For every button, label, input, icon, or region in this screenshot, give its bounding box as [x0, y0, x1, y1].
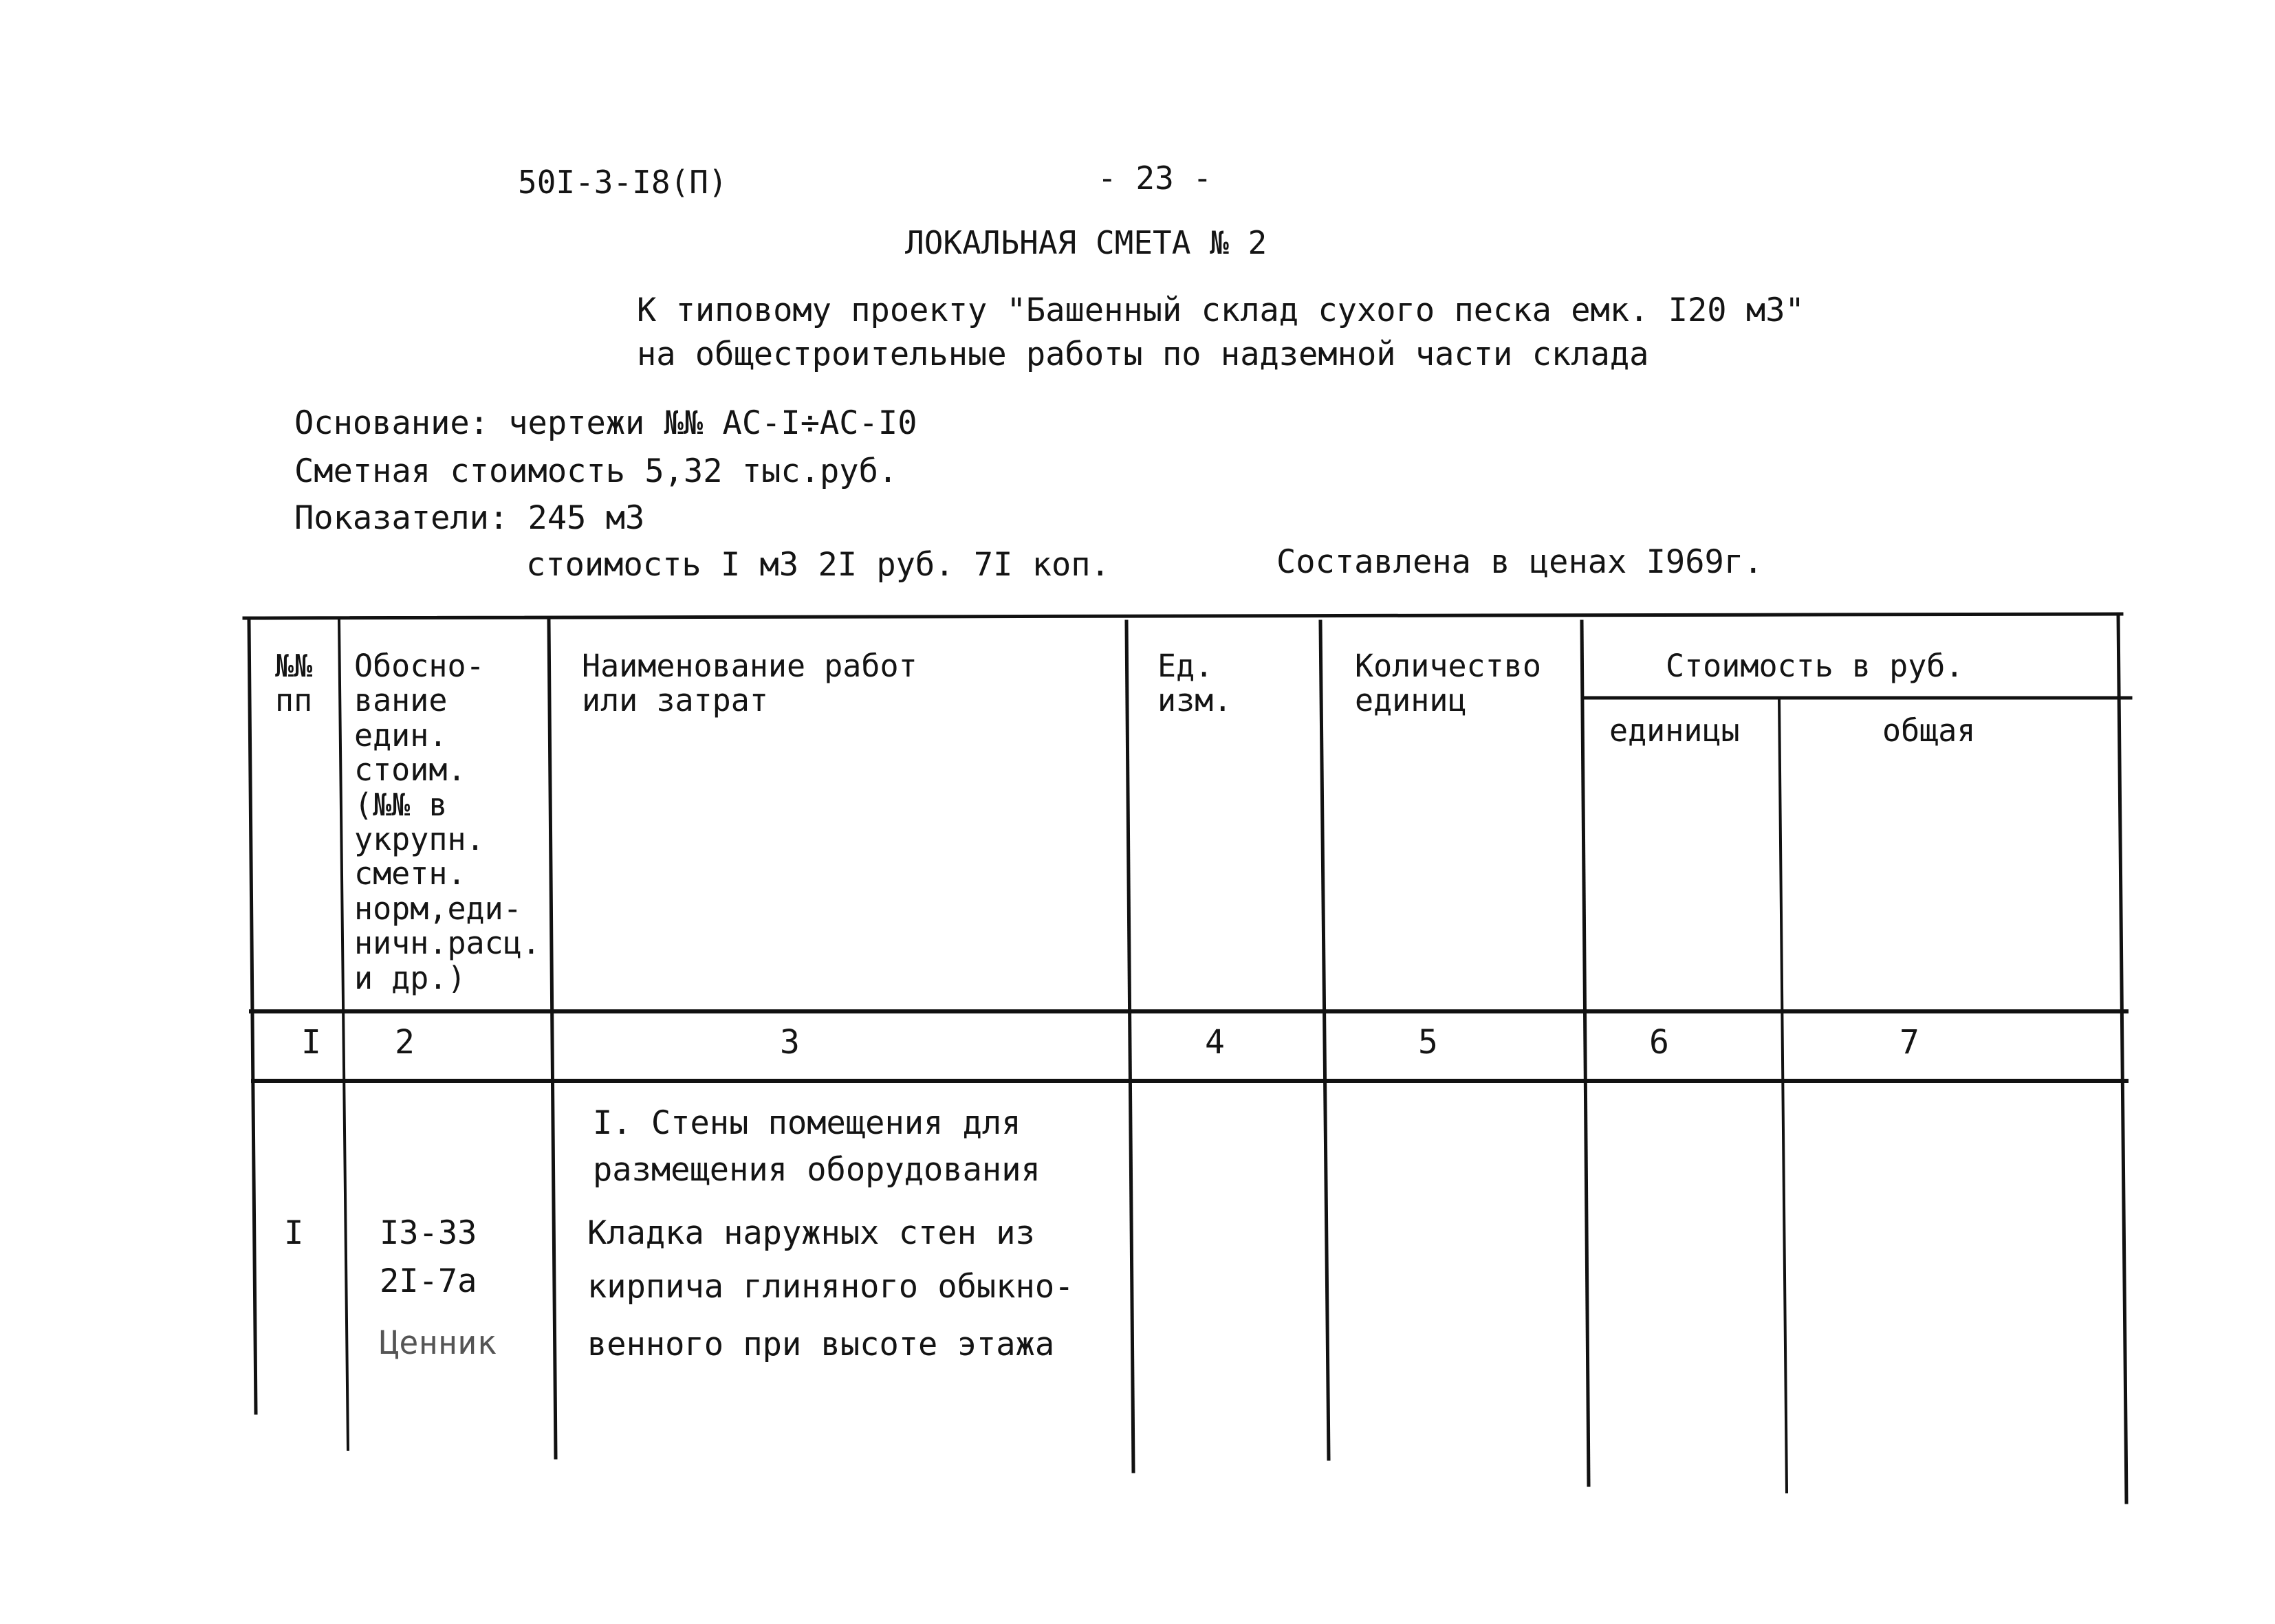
- column-line-3: [549, 620, 556, 1458]
- header-col-unit: Ед. изм.: [1157, 648, 1232, 719]
- estimated-cost-line: Сметная стоимость 5,32 тыс.руб.: [294, 452, 898, 490]
- page-number: - 23 -: [1098, 160, 1212, 197]
- column-number-6: 6: [1649, 1023, 1669, 1062]
- column-line-4: [1126, 622, 1133, 1471]
- column-line-5: [1320, 622, 1329, 1459]
- column-line-7: [1779, 698, 1787, 1492]
- section-title-line-2: размещения оборудования: [593, 1151, 1041, 1189]
- row-name-line-1: Кладка наружных стен из: [587, 1214, 1035, 1252]
- column-number-4: 4: [1205, 1023, 1225, 1062]
- page-title: ЛОКАЛЬНАЯ СМЕТА № 2: [905, 224, 1267, 261]
- row-basis-line-1: I3-33: [380, 1214, 477, 1252]
- subtitle-line-2: на общестроительные работы по надземной части склада: [637, 336, 1649, 373]
- unit-cost-line: стоимость I м3 2I руб. 7I коп.: [526, 546, 1110, 584]
- column-line-2: [339, 620, 348, 1449]
- column-line-1: [249, 620, 256, 1413]
- column-number-5: 5: [1418, 1023, 1438, 1062]
- header-col-work-name: Наименование работ или затрат: [582, 648, 917, 719]
- row-name-line-2: кирпича глиняного обыкно-: [587, 1268, 1074, 1306]
- row-name-line-3: венного при высоте этажа: [587, 1326, 1055, 1363]
- subtitle-line-1: К типовому проекту "Башенный склад сухого песка емк. I20 м3": [637, 292, 1805, 329]
- indicators-line: Показатели: 245 м3: [294, 499, 645, 537]
- column-number-1: I: [301, 1023, 321, 1062]
- header-col-quantity: Количество единиц: [1355, 648, 1541, 719]
- price-level-line: Составлена в ценах I969г.: [1276, 543, 1763, 581]
- row-basis-line-3: Ценник: [380, 1324, 497, 1362]
- column-number-7: 7: [1900, 1023, 1919, 1062]
- section-title-line-1: I. Стены помещения для: [593, 1104, 1021, 1142]
- row-number: I: [284, 1214, 304, 1252]
- table-top-border: [244, 614, 2122, 618]
- basis-line: Основание: чертежи №№ АС-I÷АС-I0: [294, 404, 917, 442]
- header-col-number: №№ пп: [275, 648, 313, 719]
- header-col-unit-cost: единицы: [1609, 712, 1740, 749]
- column-number-3: 3: [780, 1023, 800, 1062]
- document-code: 50I-3-I8(П): [518, 164, 728, 201]
- column-line-6: [1582, 622, 1589, 1485]
- column-line-8: [2118, 614, 2126, 1502]
- column-number-2: 2: [395, 1023, 415, 1062]
- header-col-total-cost: общая: [1882, 712, 1976, 749]
- header-col-basis: Обосно- вание един. стоим. (№№ в укрупн. сметн. норм,еди- ничн.расц. и др.): [354, 648, 541, 996]
- header-cost-group: Стоимость в руб.: [1666, 648, 1964, 684]
- row-basis-line-2: 2I-7а: [380, 1262, 477, 1300]
